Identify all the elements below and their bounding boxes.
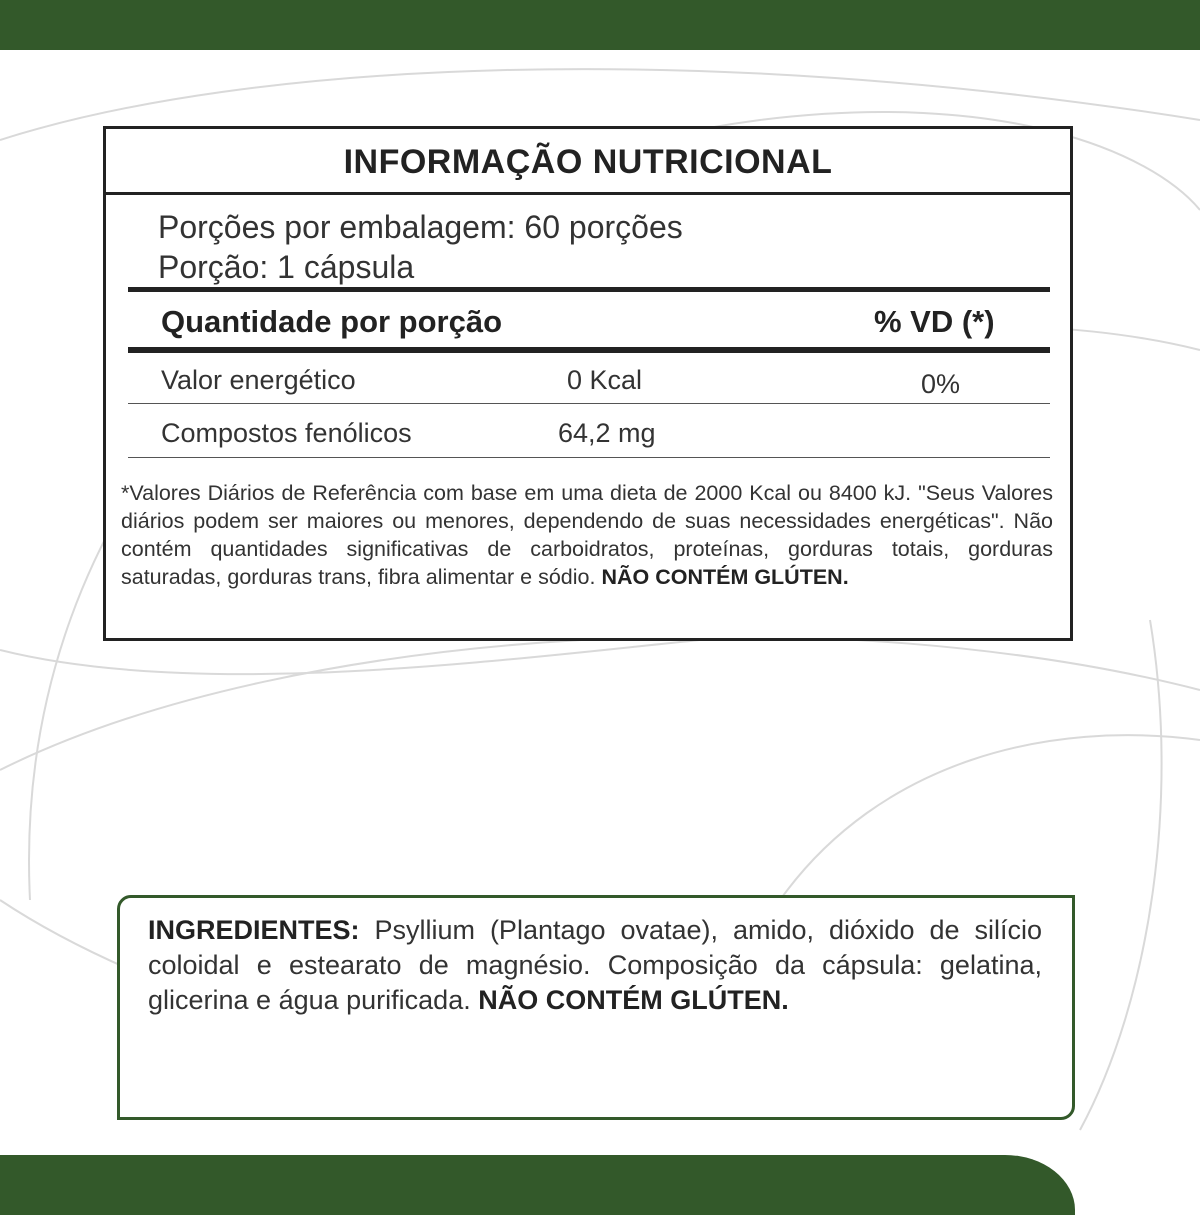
divider-thin <box>128 457 1050 458</box>
ingredients-list: Psyllium (Plantago ovatae), amido, dióxido de silício coloidal e estearato de magnésio. Composição da cápsula: gelatina, glicerina e água purificada. <box>148 915 1042 1015</box>
ingredients-box <box>117 895 1075 1120</box>
portions-per-package: Porções por embalagem: 60 porções <box>158 209 683 245</box>
row-phenolic-amount: 64,2 mg <box>558 418 656 448</box>
nutrition-footnote <box>121 479 1053 591</box>
nutrition-facts-table <box>103 126 1073 641</box>
footnote-text: *Valores Diários de Referência com base em uma dieta de 2000 Kcal ou 8400 kJ. "Seus Valores diários podem ser maiores ou menores, dependendo de suas necessidades energéticas". Não contém quantidades significativas de carboidratos, proteínas, gorduras totais, gorduras saturadas, gorduras trans, fibra alimentar e sódio. <box>121 481 1053 589</box>
top-green-bar <box>0 0 1200 50</box>
nutrition-title: INFORMAÇÃO NUTRICIONAL <box>106 129 1070 195</box>
row-energy-amount: 0 Kcal <box>567 365 643 395</box>
divider-thick <box>128 347 1050 353</box>
divider-thin <box>128 403 1050 404</box>
vd-header: % VD (*) <box>874 304 995 339</box>
quantity-header: Quantidade por porção <box>161 304 503 339</box>
divider-thick <box>128 287 1050 292</box>
gluten-free-note: NÃO CONTÉM GLÚTEN. <box>601 565 849 589</box>
ingredients-gluten-note: NÃO CONTÉM GLÚTEN. <box>478 985 789 1015</box>
row-energy-name: Valor energético <box>161 365 356 395</box>
portion-size: Porção: 1 cápsula <box>158 249 415 285</box>
row-phenolic-name: Compostos fenólicos <box>161 418 412 448</box>
portions-block <box>158 207 683 287</box>
row-energy-vd: 0% <box>921 369 961 399</box>
ingredients-label: INGREDIENTES: <box>148 915 360 945</box>
bottom-green-bar <box>0 1155 1075 1215</box>
ingredients-text-block <box>148 913 1042 1018</box>
